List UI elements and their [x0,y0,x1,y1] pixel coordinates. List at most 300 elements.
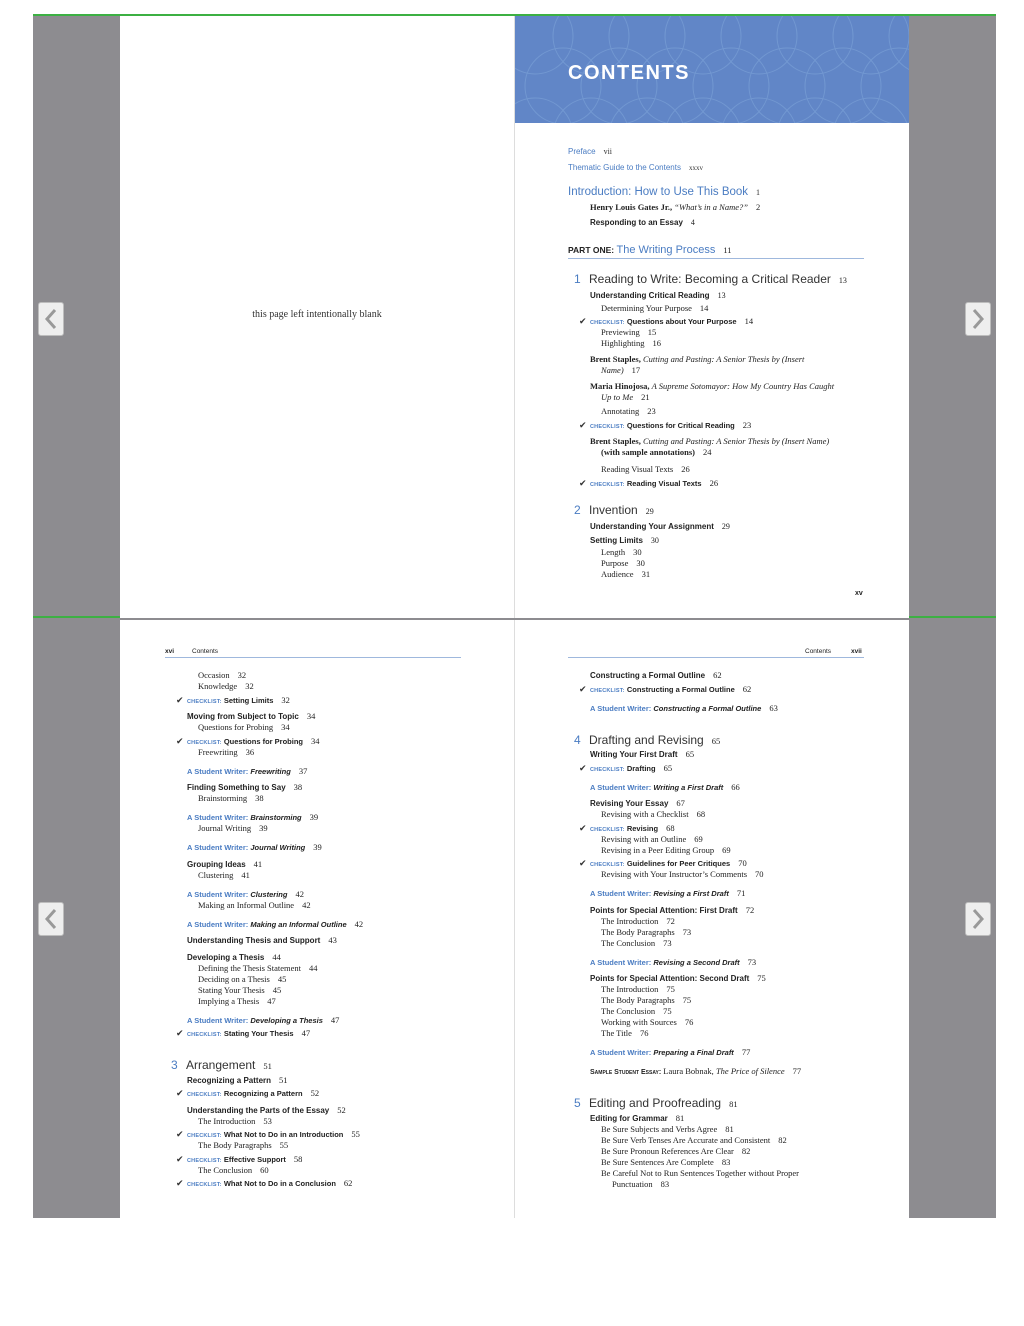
toc-xvi [120,620,514,1218]
entry-note: (with sample annotations) [601,447,695,457]
entry-title: The Introduction [601,915,659,926]
toc-student-writer-entry[interactable] [187,767,307,776]
contents-page-xvii [514,620,909,1218]
toc-entry[interactable] [187,783,302,793]
entry-title: Determining Your Purpose [601,303,692,313]
entry-title: The Conclusion [198,1164,253,1175]
toc-entry[interactable] [612,1180,669,1189]
entry-title: Understanding Your Assignment [590,522,714,531]
student-writer-label: A Student Writer: [590,1048,652,1057]
entry-title: Constructing a Formal Outline [653,703,762,713]
blank-page-note: this page left intentionally blank [252,309,382,320]
entry-title: Knowledge [198,681,238,691]
running-head: Contents [805,648,832,655]
toc-student-writer-entry[interactable] [187,890,304,899]
entry-page: 70 [755,869,764,879]
entry-title: Defining the Thesis Statement [198,962,302,973]
entry-page: 32 [237,670,247,680]
entry-title: Questions for Probing [198,722,274,732]
toc-entry[interactable] [198,1141,288,1150]
toc-chapter-entry[interactable] [574,1097,738,1110]
toc-entry[interactable] [198,671,246,680]
toc-entry[interactable] [590,437,829,446]
entry-page: 17 [631,365,641,375]
student-writer-label: A Student Writer: [590,703,652,713]
entry-page: 43 [328,935,337,945]
entry-page: 75 [757,973,766,983]
toc-entry[interactable] [590,382,834,391]
toc-entry[interactable] [590,906,754,916]
chapter-number: 2 [574,503,581,517]
toc-checklist-entry[interactable] [176,1179,352,1190]
entry-page: 39 [309,812,319,822]
checklist-label: CHECKLIST: [187,698,222,705]
entry-page: 38 [255,793,264,803]
toc-entry[interactable] [601,570,650,579]
toc-entry[interactable] [198,964,318,973]
toc-student-writer-entry[interactable] [187,920,363,929]
student-writer-label: A Student Writer: [590,889,652,898]
entry-title: Revising in a Peer Editing Group [601,844,715,855]
toc-sample-essay-entry[interactable] [590,1067,801,1077]
toc-entry[interactable] [590,750,694,760]
toc-student-writer-entry[interactable] [187,843,322,852]
entry-title: Journal Writing [250,843,306,852]
entry-title: Making an Informal Outline [250,919,347,929]
checklist-label: CHECKLIST: [590,826,625,833]
entry-title: Previewing [601,327,640,337]
entry-title: Be Sure Pronoun References Are Clear [601,1145,734,1156]
entry-page: 23 [647,406,656,416]
checklist-label: CHECKLIST: [187,1133,222,1139]
entry-title: Clustering [198,869,234,880]
entry-title: Revising with an Outline [601,833,687,844]
toc-entry[interactable] [601,835,703,844]
entry-title: Developing a Thesis [187,952,265,962]
entry-page: 52 [310,1088,320,1098]
checkmark-icon: ✔ [579,763,587,774]
entry-title: Stating Your Thesis [198,984,265,995]
toc-checklist-entry[interactable] [176,1089,319,1100]
entry-title: The Body Paragraphs [601,926,675,937]
entry-page: 2 [755,202,761,212]
toc-entry[interactable] [568,186,760,199]
part-label: PART ONE: [568,245,615,255]
entry-page: 83 [721,1156,731,1167]
entry-title: Setting Limits [223,695,274,705]
entry-page: 65 [685,749,695,759]
entry-page: 62 [742,683,752,694]
toc-entry[interactable] [601,1158,730,1167]
entry-page: 41 [253,858,263,869]
toc-entry[interactable] [568,148,612,157]
prev-page-button[interactable] [38,902,64,936]
toc-entry[interactable] [590,799,685,809]
checkmark-icon: ✔ [176,695,184,706]
toc-entry[interactable] [590,203,760,212]
entry-page: 66 [731,781,740,792]
entry-page: 4 [690,218,695,227]
entry-title: What Not to Do in an Introduction [223,1130,344,1139]
entry-title: The Introduction [601,984,659,994]
entry-title: Editing for Grammar [590,1113,668,1123]
entry-title: Revising with a Checklist [601,809,689,819]
entry-title: Developing a Thesis [250,1015,323,1025]
checkmark-icon: ✔ [176,736,184,747]
toc-entry[interactable] [590,974,766,984]
entry-page: 14 [699,303,709,313]
blank-page [120,16,514,618]
toc-checklist-entry[interactable] [579,479,718,490]
entry-page: 51 [263,1061,272,1071]
toc-entry[interactable] [590,292,726,301]
entry-page: 51 [279,1074,288,1085]
toc-entry[interactable] [187,860,262,870]
entry-title: Preface [568,147,596,156]
checkmark-icon: ✔ [579,823,587,834]
toc-entry[interactable] [601,339,661,348]
chapter-number: 1 [574,272,581,286]
entry-page: 70 [738,858,747,868]
entry-title: Writing Your First Draft [590,750,678,759]
entry-page: 34 [306,711,316,721]
toc-entry[interactable] [198,1117,272,1126]
entry-page: 30 [650,536,659,545]
entry-work: Cutting and Pasting: A Senior Thesis by (Insert [642,354,805,364]
entry-page: 65 [711,735,721,746]
toc-entry[interactable] [601,1169,799,1178]
toc-chapter-entry[interactable] [574,273,847,286]
checkmark-icon: ✔ [176,1029,184,1039]
toc-entry[interactable] [187,712,315,722]
entry-page: 75 [663,1006,672,1016]
sample-essay-label: Sample Student Essay: [590,1069,662,1076]
checklist-label: CHECKLIST: [590,482,625,488]
contents-page-xvi [120,620,514,1218]
entry-page: 68 [696,809,706,819]
entry-title: Length [601,547,626,557]
entry-page: 29 [721,522,730,531]
checkmark-icon: ✔ [176,1130,184,1140]
toc-entry[interactable] [601,304,708,313]
toc-chapter-entry[interactable] [574,504,654,517]
toc-entry[interactable] [601,846,731,855]
contents-page-xv [514,16,909,618]
chevron-left-icon [44,308,58,330]
entry-title: Clustering [250,889,288,899]
toc-chapter-entry[interactable] [171,1059,272,1072]
toc-student-writer-entry[interactable] [590,783,740,792]
entry-page: 26 [681,464,690,474]
entry-page: 76 [639,1028,649,1038]
entry-title: Points for Special Attention: First Draft [590,905,738,915]
student-writer-label: A Student Writer: [187,813,249,822]
toc-entry[interactable] [590,537,659,546]
entry-page: 39 [313,842,322,852]
toc-entry[interactable] [198,1166,269,1175]
entry-title: Setting Limits [590,536,643,545]
toc-entry[interactable] [601,996,691,1005]
toc-entry[interactable] [198,871,250,880]
entry-work: A Supreme Sotomayor: How My Country Has Caught [651,381,835,391]
toc-entry[interactable] [601,810,705,819]
checkmark-icon: ✔ [579,317,587,327]
toc-entry[interactable] [590,355,804,364]
chevron-right-icon [971,308,985,330]
entry-title: Occasion [198,670,230,680]
toc-checklist-entry[interactable] [579,764,672,775]
divider [568,258,864,259]
entry-title: Guidelines for Peer Critiques [626,859,731,868]
toc-entry[interactable] [601,1029,648,1038]
toc-entry[interactable] [198,824,268,833]
toc-entry[interactable] [187,936,337,946]
entry-page: 71 [736,888,746,898]
entry-page: 73 [682,926,692,937]
next-page-button[interactable] [965,302,991,336]
entry-page: 73 [747,956,757,967]
entry-author: Brent Staples, [590,436,641,446]
toc-entry[interactable] [601,548,642,557]
entry-title: Implying a Thesis [198,995,260,1006]
toc-entry[interactable] [590,1114,684,1124]
toc-entry[interactable] [601,1125,734,1134]
entry-page: 55 [279,1140,289,1150]
toc-entry[interactable] [601,917,675,926]
entry-page: 82 [778,1134,787,1145]
entry-page: 30 [636,558,645,568]
entry-page: 42 [354,918,364,929]
entry-page: 37 [298,765,308,776]
student-writer-label: A Student Writer: [187,843,249,852]
toc-entry[interactable] [601,328,656,337]
chapter-title: Reading to Write: Becoming a Critical Reader [589,272,831,286]
entry-page: 62 [343,1178,353,1188]
entry-title: Be Sure Sentences Are Complete [601,1156,714,1167]
prev-page-button[interactable] [38,302,64,336]
toc-checklist-entry[interactable] [176,1029,310,1040]
entry-title: Revising a First Draft [653,889,729,898]
entry-page: 21 [641,392,650,402]
entry-page: 41 [241,869,250,880]
toc-student-writer-entry[interactable] [187,813,318,822]
checklist-label: CHECKLIST: [187,739,222,746]
entry-title: Constructing a Formal Outline [590,671,706,680]
entry-page: 60 [260,1164,269,1175]
toc-xvii [515,620,909,1218]
entry-title: Revising a Second Draft [653,957,740,967]
entry-title: Be Sure Verb Tenses Are Accurate and Consistent [601,1134,771,1145]
checklist-label: CHECKLIST: [590,424,625,430]
toc-entry[interactable] [601,1018,693,1027]
toc-entry[interactable] [601,1007,672,1016]
running-head: Contents [192,648,219,655]
entry-page: 53 [263,1115,272,1126]
entry-title: Responding to an Essay [590,218,683,227]
toc-entry[interactable] [601,559,645,568]
toc-entry[interactable] [198,748,254,757]
entry-page: 75 [666,984,675,994]
entry-title: The Body Paragraphs [601,995,675,1005]
entry-page: 75 [682,995,692,1005]
entry-title: The Body Paragraphs [198,1140,272,1150]
toc-entry[interactable] [198,901,311,910]
toc-entry[interactable] [601,1136,787,1145]
entry-title: Understanding the Parts of the Essay [187,1105,330,1115]
checklist-label: CHECKLIST: [187,1092,222,1098]
entry-page: 39 [259,823,268,833]
toc-entry[interactable] [198,986,281,995]
entry-title: Understanding Thesis and Support [187,936,321,945]
entry-page: 14 [744,316,754,326]
part-title: The Writing Process [616,244,716,256]
toc-entry[interactable] [198,794,264,803]
entry-author: Maria Hinojosa, [590,381,650,391]
toc-student-writer-entry[interactable] [590,704,778,713]
checkmark-icon: ✔ [579,479,587,489]
toc-entry[interactable] [198,975,286,984]
toc-entry[interactable] [187,953,281,963]
checklist-label: CHECKLIST: [590,766,625,773]
entry-title: Freewriting [250,766,291,776]
entry-page: 29 [645,507,654,516]
entry-title: Recognizing a Pattern [187,1075,272,1085]
entry-page: 83 [660,1178,670,1189]
toc-entry[interactable] [601,1147,750,1156]
next-page-button[interactable] [965,902,991,936]
chapter-title: Drafting and Revising [589,732,704,747]
toc-entry[interactable] [601,870,764,879]
checklist-label: CHECKLIST: [590,862,625,868]
toc-student-writer-entry[interactable] [590,1048,750,1057]
entry-title: Making an Informal Outline [198,899,295,910]
student-writer-label: A Student Writer: [590,782,652,792]
toc-entry[interactable] [187,1076,288,1086]
toc-entry[interactable] [590,523,730,532]
entry-title: Drafting [626,763,656,773]
entry-page: 26 [709,478,719,488]
checkmark-icon: ✔ [176,1154,184,1165]
viewer-spread-top [33,14,996,618]
toc-entry-cont [601,448,711,457]
student-writer-label: A Student Writer: [590,957,652,967]
entry-title: Freewriting [198,746,238,757]
checklist-label: CHECKLIST: [187,1182,222,1188]
checkmark-icon: ✔ [579,859,587,869]
entry-page: 13 [717,291,726,300]
entry-page: 69 [694,833,703,844]
toc-checklist-entry[interactable] [176,696,290,707]
chapter-number: 3 [171,1058,178,1072]
toc-student-writer-entry[interactable] [590,958,756,967]
entry-page: 81 [729,1099,738,1109]
entry-page: 63 [769,702,778,713]
entry-title: Grouping Ideas [187,859,246,869]
toc-entry-cont [601,366,640,375]
checklist-label: CHECKLIST: [590,320,625,326]
entry-page: 45 [272,984,282,995]
entry-page: 76 [684,1017,694,1027]
toc-entry[interactable] [198,723,290,732]
entry-page: 36 [245,746,255,757]
entry-page: 1 [756,188,761,197]
entry-page: 13 [838,276,847,285]
toc-entry[interactable] [187,1106,346,1116]
entry-title: Moving from Subject to Topic [187,712,299,721]
chevron-left-icon [44,908,58,930]
toc-checklist-entry[interactable] [579,421,751,432]
toc-entry[interactable] [601,985,675,994]
toc-entry[interactable] [601,407,656,416]
toc-student-writer-entry[interactable] [187,1016,339,1025]
toc-part-entry[interactable] [568,244,732,256]
toc-entry[interactable] [601,465,690,474]
entry-page: 11 [723,245,732,255]
entry-page: 38 [293,782,303,792]
entry-page: 34 [281,722,290,732]
toc-entry[interactable] [601,939,672,948]
contents-title: CONTENTS [568,62,690,84]
entry-page: 67 [676,798,685,808]
entry-title: Questions for Critical Reading [626,421,735,430]
entry-page: 42 [302,899,311,910]
page-folio: xvii [851,648,862,655]
checklist-label: CHECKLIST: [590,687,625,694]
chapter-title: Invention [589,503,638,517]
entry-page: 24 [702,447,712,457]
entry-page: xxxv [688,164,703,172]
entry-work: Up to Me [601,392,634,402]
checkmark-icon: ✔ [579,421,587,431]
entry-title: Preparing a Final Draft [653,1048,734,1057]
entry-page: 31 [641,569,651,579]
toc-entry[interactable] [198,682,254,691]
entry-page: 42 [295,888,304,899]
student-writer-label: A Student Writer: [187,766,249,776]
toc-student-writer-entry[interactable] [590,889,745,898]
toc-entry[interactable] [590,671,722,681]
student-writer-label: A Student Writer: [187,919,249,929]
student-writer-label: A Student Writer: [187,1015,249,1025]
entry-title: Points for Special Attention: Second Draft [590,974,750,983]
toc-entry-cont [601,393,650,402]
page-folio: xvi [165,648,175,655]
checklist-label: CHECKLIST: [187,1157,222,1164]
entry-page: 23 [742,420,752,430]
entry-page: 47 [267,995,276,1006]
toc-entry[interactable] [568,164,703,173]
toc-checklist-entry[interactable] [579,685,751,696]
entry-page: vii [603,147,613,156]
entry-title: Deciding on a Thesis [198,973,270,984]
entry-title: Audience [601,569,634,579]
entry-title: Constructing a Formal Outline [626,684,735,694]
chapter-title: Arrangement [186,1058,256,1072]
entry-title: Be Sure Subjects and Verbs Agree [601,1123,718,1134]
toc-entry[interactable] [601,928,691,937]
entry-page: 52 [337,1104,346,1115]
entry-title: Be Careful Not to Run Sentences Together without Proper [601,1167,800,1178]
entry-page: 32 [281,694,290,705]
toc-entry[interactable] [590,219,695,228]
toc-entry[interactable] [198,997,276,1006]
page-folio: xv [855,590,863,597]
chevron-right-icon [971,908,985,930]
entry-title: Understanding Critical Reading [590,291,710,300]
toc-chapter-entry[interactable] [574,734,720,747]
entry-title: Working with Sources [601,1017,677,1027]
entry-work: “What’s in a Name?” [674,202,748,212]
